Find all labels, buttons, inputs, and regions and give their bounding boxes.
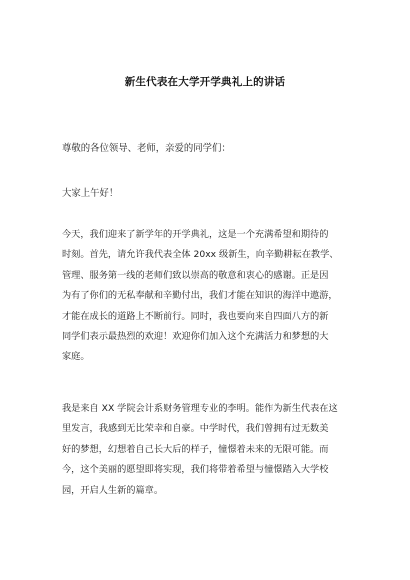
salutation: 尊敬的各位领导、老师，亲爱的同学们： bbox=[62, 143, 231, 154]
paragraph-line: 为有了你们的无私奉献和辛勤付出，我们才能在知识的海洋中遨游， bbox=[62, 290, 338, 302]
paragraph-line: 好的梦想，幻想着自己长大后的样子，憧憬着未来的无限可能。而 bbox=[62, 443, 329, 455]
paragraph-line: 里发言，我感到无比荣幸和自豪。中学时代，我们曾拥有过无数美 bbox=[62, 423, 329, 435]
greeting: 大家上午好！ bbox=[62, 188, 119, 199]
paragraph-line: 今，这个美丽的愿望即将实现，我们将带着希望与憧憬踏入大学校 bbox=[62, 464, 329, 476]
paragraph-line: 管理、服务第一线的老师们致以崇高的敬意和衷心的感谢。正是因 bbox=[62, 269, 329, 281]
paragraph-line: 园，开启人生新的篇章。 bbox=[62, 484, 164, 496]
paragraph-line: 今天，我们迎来了新学年的开学典礼，这是一个充满希望和期待的 bbox=[62, 229, 329, 240]
paragraph-welcome bbox=[62, 225, 352, 368]
document-title: 新生代表在大学开学典礼上的讲话 bbox=[124, 76, 286, 88]
paragraph-line: 才能在成长的道路上不断前行。同时，我也要向来自四面八方的新 bbox=[62, 310, 329, 322]
paragraph-line: 同学们表示最热烈的欢迎！欢迎你们加入这个充满活力和梦想的大 bbox=[62, 331, 329, 343]
paragraph-introduction bbox=[62, 399, 352, 501]
paragraph-line: 我是来自 XX 学院会计系财务管理专业的李明。能作为新生代表在这 bbox=[62, 403, 338, 414]
paragraph-line: 家庭。 bbox=[62, 351, 90, 363]
paragraph-line: 时刻。首先，请允许我代表全体 20xx 级新生，向辛勤耕耘在教学、 bbox=[62, 249, 339, 261]
